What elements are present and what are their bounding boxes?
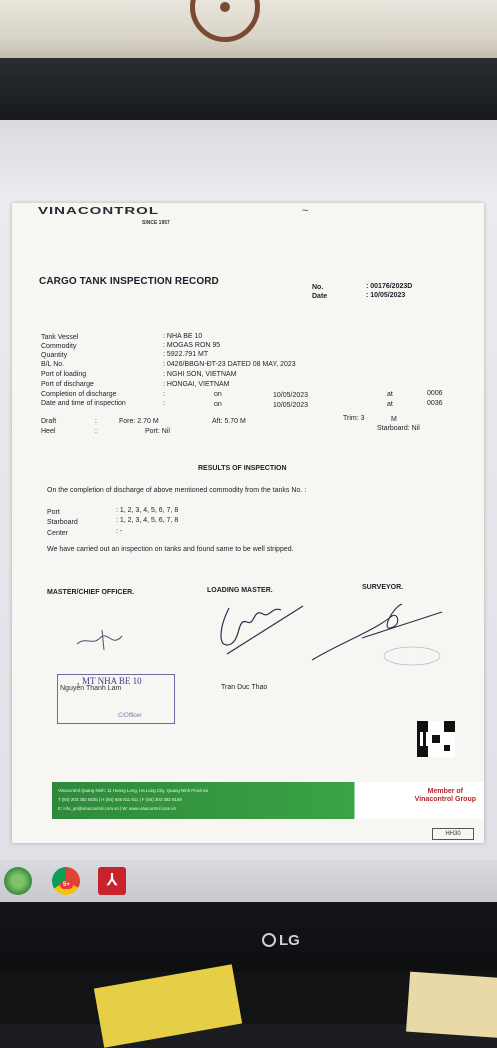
results-intro: On the completion of discharge of above mentioned commodity from the tanks No. : [47, 487, 307, 494]
no-label: No. [312, 284, 324, 291]
draft-trim: Trim: 3 [343, 415, 365, 422]
completion-on: on [214, 391, 222, 398]
field-label: Completion of discharge [41, 391, 117, 398]
inspection-at: at [387, 401, 393, 408]
logo-since: SINCE 1957 [142, 220, 170, 226]
field-value: : 0426/BBGN-ĐT-23 DATED 08 MAY, 2023 [163, 361, 296, 368]
field-value: : [163, 391, 165, 398]
lg-logo-icon [262, 933, 276, 947]
chrome-icon[interactable] [52, 867, 80, 895]
tank-value: : 1, 2, 3, 4, 5, 6, 7, 8 [116, 517, 179, 524]
logo-text: VINACONTROL [38, 205, 159, 217]
field-label: Port of discharge [41, 381, 94, 388]
field-label: Date and time of inspection [41, 400, 126, 407]
heel-starboard: Starboard: Nil [377, 425, 420, 432]
tank-value: : 1, 2, 3, 4, 5, 6, 7, 8 [116, 507, 179, 514]
footer-address: Vinacontrol Quang Ninh: 11 Hoang Long, Ha Long City, Quang Ninh Province [58, 788, 209, 793]
viewer-toolbar-area [0, 120, 497, 204]
wall-decoration [190, 0, 260, 42]
field-label: Port of loading [41, 371, 87, 378]
stamp-name: Nguyễn Thanh Lam [60, 685, 122, 692]
draft-aft: Aft: 5.70 M [212, 418, 246, 425]
draft-trim-unit: M [391, 416, 397, 423]
footer-email: E: info_qn@vinacontrol.com.vn | W: www.vinacontrol.com.vn [58, 806, 177, 811]
statement: We have carried out an inspection on tanks and found same to be well stripped. [47, 546, 294, 553]
document-title: CARGO TANK INSPECTION RECORD [39, 276, 219, 287]
acrobat-icon[interactable]: ⅄ [98, 867, 126, 895]
field-label: Tank Vessel [41, 334, 79, 341]
completion-time: 0006 [427, 390, 443, 397]
monitor-bezel-bottom [0, 902, 497, 972]
completion-at: at [387, 391, 393, 398]
footer-phones: T (84) 203 382 5535 | H (84) 936 811 611 | F (84) 203 382 6169 [58, 797, 182, 802]
document-page[interactable] [12, 203, 484, 843]
completion-date: 10/05/2023 [273, 392, 309, 399]
loading-master-heading: LOADING MASTER. [207, 587, 273, 594]
field-value: : HONGAI, VIETNAM [163, 381, 230, 388]
member-line-1: Member of [427, 788, 464, 795]
results-title: RESULTS OF INSPECTION [198, 465, 287, 472]
field-value: : [163, 400, 165, 407]
inspection-time: 0036 [427, 400, 443, 407]
surveyor-heading: SURVEYOR. [362, 584, 404, 591]
tank-value: : - [116, 528, 123, 535]
inspection-on: on [214, 401, 222, 408]
monitor-bezel-top [0, 58, 497, 122]
loading-master-name: Tran Duc Thao [221, 684, 268, 691]
field-label: Quantity [41, 352, 68, 359]
inspection-date: 10/05/2023 [273, 402, 309, 409]
footer-member [415, 788, 476, 804]
surveyor-signature [302, 598, 452, 668]
monitor-brand-logo [262, 932, 300, 949]
date-label: Date [312, 293, 328, 300]
notification-badge: 5+ [60, 881, 73, 889]
field-value: : NHA BE 10 [163, 333, 203, 340]
footer-band [52, 782, 484, 819]
qr-code [417, 721, 455, 757]
field-value: : NGHI SON, VIETNAM [163, 371, 237, 378]
date-value: : 10/05/2023 [366, 292, 406, 299]
background-room [0, 0, 497, 62]
taskbar [0, 860, 497, 902]
draft-colon: : [95, 418, 97, 425]
brand-text: LG [279, 932, 300, 949]
field-value: : MOGAS RON 95 [163, 342, 221, 349]
tank-label: Starboard [47, 519, 78, 526]
stamp-title: MT NHA BE 10 [82, 676, 142, 686]
sticky-note [406, 972, 497, 1039]
master-signature [72, 626, 142, 656]
field-value: : 5922.791 MT [163, 351, 209, 358]
heel-colon: : [95, 428, 97, 435]
field-label: Commodity [41, 343, 77, 350]
draft-label: Draft [41, 418, 57, 425]
no-value: : 00176/2023D [366, 283, 413, 290]
draft-fore: Fore: 2.70 M [119, 418, 159, 425]
start-button-icon[interactable] [4, 867, 32, 895]
form-code: HH30 [432, 828, 474, 840]
member-line-2: Vinacontrol Group [414, 796, 476, 803]
stamp-rank: C/Officer [118, 713, 142, 719]
heel-port: Port: Nil [145, 428, 170, 435]
master-signature-heading: MASTER/CHIEF OFFICER. [47, 589, 135, 596]
scan-mark: ~ [302, 205, 309, 217]
company-logo [38, 203, 188, 229]
ship-stamp [57, 674, 175, 724]
field-label: B/L No. [41, 361, 65, 368]
heel-label: Heel [41, 428, 56, 435]
loading-master-signature [207, 598, 317, 663]
tank-label: Port [47, 509, 60, 516]
tank-label: Center [47, 530, 69, 537]
